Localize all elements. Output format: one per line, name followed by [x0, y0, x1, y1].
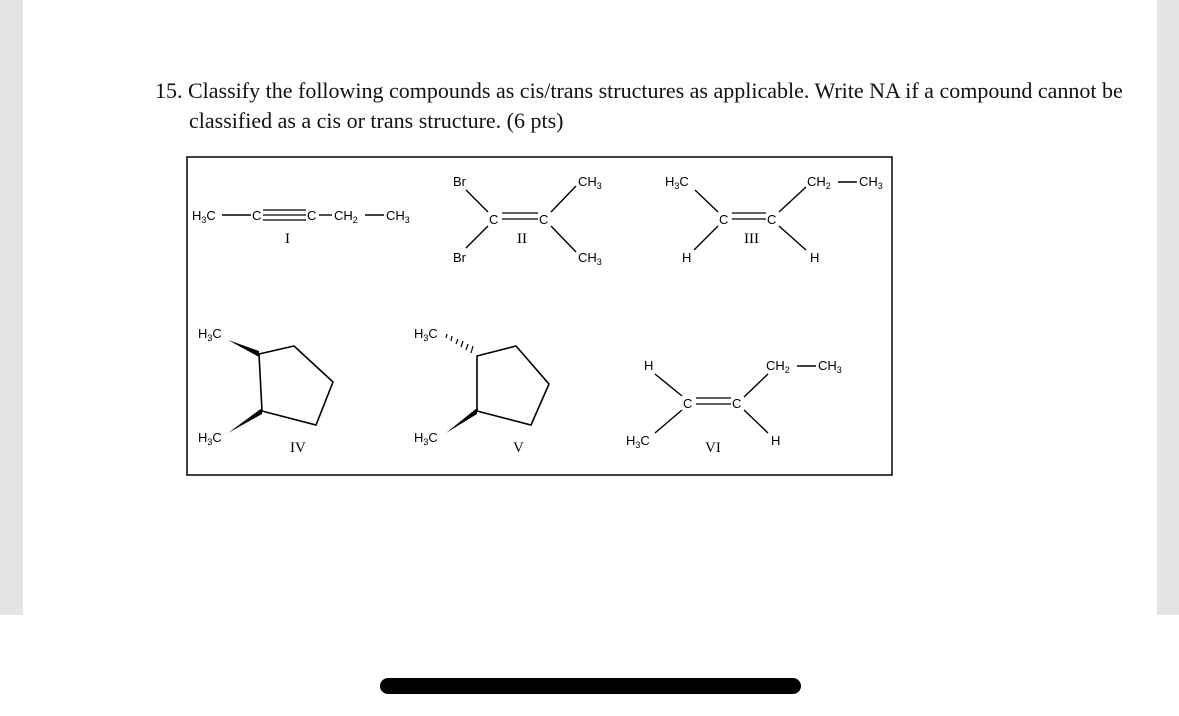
- svg-text:H3C: $H_3C$: [198, 430, 222, 447]
- question-text: 15. Classify the following compounds as cis/trans structures as applicable. Write NA if a compound cannot be classified as a cis or trans structure. (6 pts): [155, 78, 1123, 133]
- svg-text:H: H: [771, 433, 781, 448]
- compound-vi-label: VI: [705, 440, 721, 456]
- compound-iii-label: III: [744, 231, 759, 247]
- svg-text:C: C: [719, 212, 729, 227]
- compound-i: [192, 208, 410, 247]
- compound-i-label: I: [285, 231, 290, 247]
- svg-text:CH3: $CH_3$: [386, 208, 410, 225]
- svg-text:H3C: $H_3C$: [198, 326, 222, 343]
- svg-text:Br: Br: [453, 174, 466, 189]
- svg-text:C: C: [489, 212, 499, 227]
- compound-iv: [198, 326, 333, 456]
- svg-text:CH2: $CH_2$: [334, 208, 358, 225]
- svg-text:H3C: $H_3C$: [626, 433, 650, 450]
- compound-ii-label: II: [517, 231, 527, 247]
- compound-vi: [626, 358, 842, 456]
- svg-text:CH3: $CH_3$: [859, 174, 883, 191]
- svg-text:H: H: [682, 250, 692, 265]
- svg-text:H: H: [644, 358, 654, 373]
- svg-text:C: C: [539, 212, 549, 227]
- compound-iv-label: IV: [290, 440, 306, 456]
- svg-text:CH2: $CH_2$: [807, 174, 831, 191]
- compound-v: [414, 326, 549, 456]
- compound-iii: [665, 174, 883, 265]
- svg-text:C: C: [307, 208, 317, 223]
- compound-ii: [453, 174, 602, 267]
- svg-text:H: H: [810, 250, 820, 265]
- svg-text:CH3: $CH_3$: [818, 358, 842, 375]
- home-indicator[interactable]: [380, 678, 801, 694]
- svg-text:CH3: $CH_3$: [578, 174, 602, 191]
- svg-text:H3C: $H_3C$: [414, 430, 438, 447]
- svg-text:C: C: [683, 396, 693, 411]
- svg-text:CH3: $CH_3$: [578, 250, 602, 267]
- svg-text:C: C: [767, 212, 777, 227]
- svg-text:H3C: $H_3C$: [192, 208, 216, 225]
- svg-text:CH2: $CH_2$: [766, 358, 790, 375]
- svg-text:C: C: [732, 396, 742, 411]
- svg-text:H3C: $H_3C$: [414, 326, 438, 343]
- svg-text:Br: Br: [453, 250, 466, 265]
- compound-v-label: V: [513, 440, 524, 456]
- svg-text:H3C: $H_3C$: [665, 174, 689, 191]
- svg-text:C: C: [252, 208, 262, 223]
